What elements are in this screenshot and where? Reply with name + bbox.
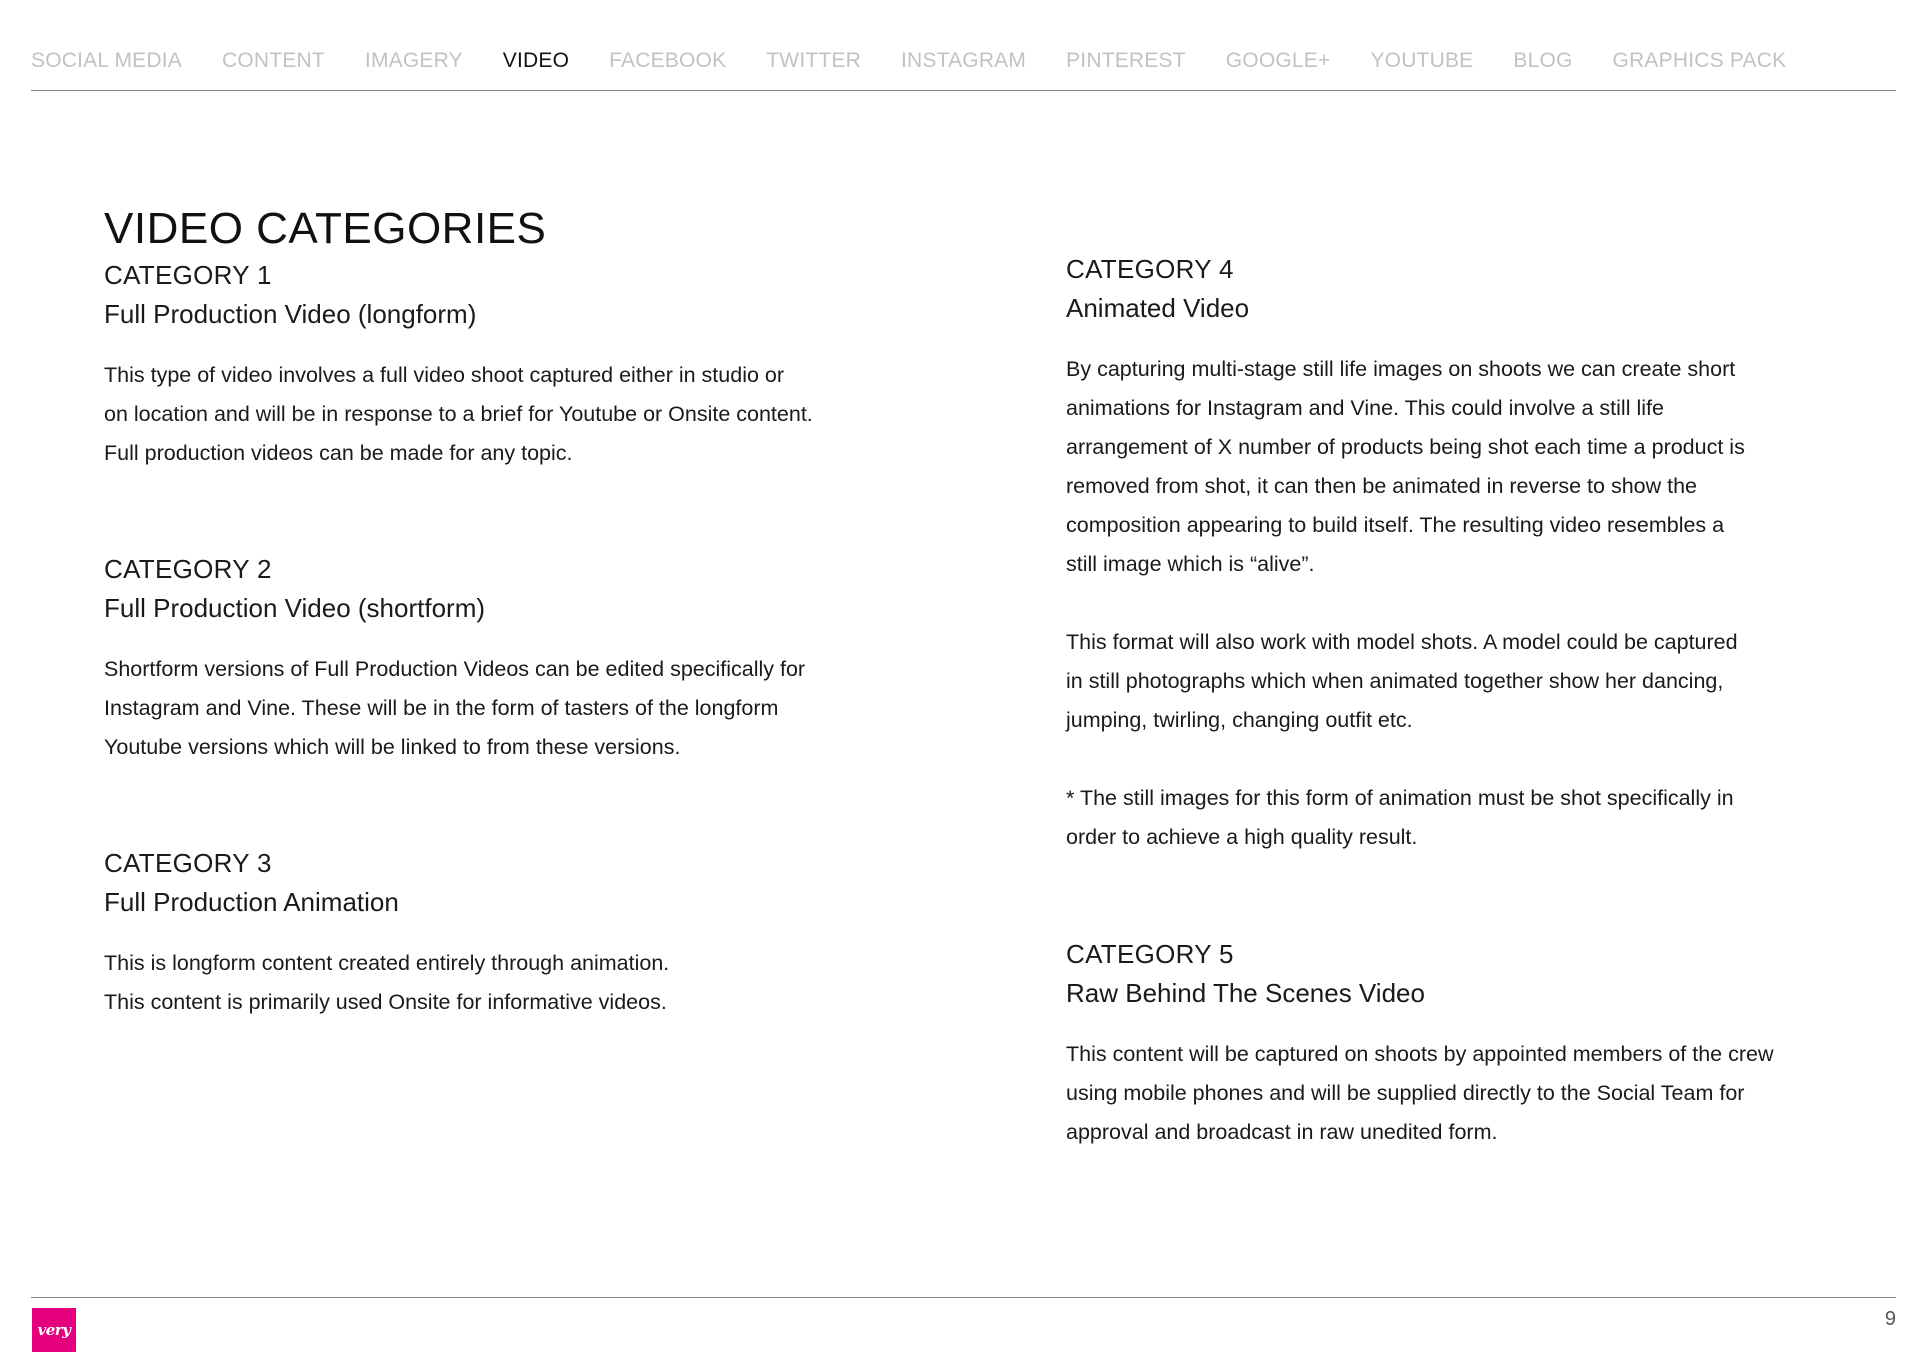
page-title: VIDEO CATEGORIES: [104, 204, 547, 253]
description-line: Instagram and Vine. These will be in the form of tasters of the longform: [104, 696, 779, 720]
nav-item-facebook[interactable]: FACEBOOK: [609, 49, 727, 72]
description-line: * The still images for this form of animation must be shot specifically in: [1066, 786, 1734, 810]
category-name: Full Production Video (shortform): [104, 593, 486, 623]
top-navigation: [31, 0, 1896, 91]
nav-list: [31, 49, 1786, 90]
description-line: jumping, twirling, changing outfit etc.: [1066, 708, 1413, 732]
description-line: Youtube versions which will be linked to from these versions.: [104, 735, 681, 759]
description-line: in still photographs which when animated together show her dancing,: [1066, 669, 1724, 693]
left-column: [104, 256, 904, 1022]
category-number: CATEGORY 3: [104, 848, 272, 878]
description-line: arrangement of X number of products being shot each time a product is: [1066, 435, 1745, 459]
nav-item-content[interactable]: CONTENT: [222, 49, 325, 72]
category-description: [104, 944, 904, 1022]
nav-item-instagram[interactable]: INSTAGRAM: [901, 49, 1027, 72]
category-name: Full Production Animation: [104, 887, 399, 917]
category-number: CATEGORY 4: [1066, 254, 1234, 284]
page-number: 9: [1884, 1308, 1896, 1330]
description-line: This content is primarily used Onsite for informative videos.: [104, 990, 667, 1014]
description-line: This is longform content created entirely through animation.: [104, 951, 670, 975]
right-column: [1066, 250, 1866, 1152]
nav-item-video[interactable]: VIDEO: [502, 49, 570, 72]
category-description: [1066, 623, 1866, 740]
nav-item-blog[interactable]: BLOG: [1513, 49, 1573, 72]
category-block: [104, 550, 904, 767]
description-line: composition appearing to build itself. The resulting video resembles a: [1066, 513, 1725, 537]
very-logo[interactable]: very: [32, 1308, 76, 1352]
nav-item-imagery[interactable]: IMAGERY: [364, 49, 463, 72]
nav-item-social-media[interactable]: SOCIAL MEDIA: [31, 49, 182, 72]
description-line: This type of video involves a full video shoot captured either in studio or: [104, 363, 785, 387]
description-line: approval and broadcast in raw unedited form.: [1066, 1120, 1498, 1144]
description-line: removed from shot, it can then be animated in reverse to show the: [1066, 474, 1697, 498]
category-name: Full Production Video (longform): [104, 299, 477, 329]
category-name: Raw Behind The Scenes Video: [1066, 978, 1425, 1008]
description-line: animations for Instagram and Vine. This could involve a still life: [1066, 396, 1664, 420]
description-line: using mobile phones and will be supplied directly to the Social Team for: [1066, 1081, 1745, 1105]
nav-item-pinterest[interactable]: PINTEREST: [1066, 49, 1186, 72]
description-line: This format will also work with model shots. A model could be captured: [1066, 630, 1738, 654]
category-description: [1066, 779, 1866, 857]
description-line: By capturing multi-stage still life images on shoots we can create short: [1066, 357, 1736, 381]
description-line: Shortform versions of Full Production Videos can be edited specifically for: [104, 657, 806, 681]
category-description: [104, 356, 904, 473]
category-number: CATEGORY 2: [104, 554, 272, 584]
category-block: [104, 844, 904, 1022]
category-number: CATEGORY 1: [104, 260, 272, 290]
description-line: still image which is “alive”.: [1066, 552, 1315, 576]
description-line: Full production videos can be made for any topic.: [104, 441, 573, 465]
category-description: [1066, 350, 1866, 584]
footer-divider: [31, 1297, 1896, 1298]
description-line: on location and will be in response to a brief for Youtube or Onsite content.: [104, 402, 813, 426]
category-block: [1066, 250, 1866, 857]
category-description: [104, 650, 904, 767]
category-name: Animated Video: [1066, 293, 1250, 323]
category-block: [104, 256, 904, 473]
description-line: This content will be captured on shoots by appointed members of the crew: [1066, 1042, 1774, 1066]
category-block: [1066, 935, 1866, 1152]
nav-item-graphics-pack[interactable]: GRAPHICS PACK: [1612, 49, 1787, 72]
nav-item-google[interactable]: GOOGLE+: [1225, 49, 1331, 72]
nav-item-youtube[interactable]: YOUTUBE: [1370, 49, 1474, 72]
category-number: CATEGORY 5: [1066, 939, 1234, 969]
description-line: order to achieve a high quality result.: [1066, 825, 1418, 849]
nav-item-twitter[interactable]: TWITTER: [766, 49, 861, 72]
category-description: [1066, 1035, 1866, 1152]
